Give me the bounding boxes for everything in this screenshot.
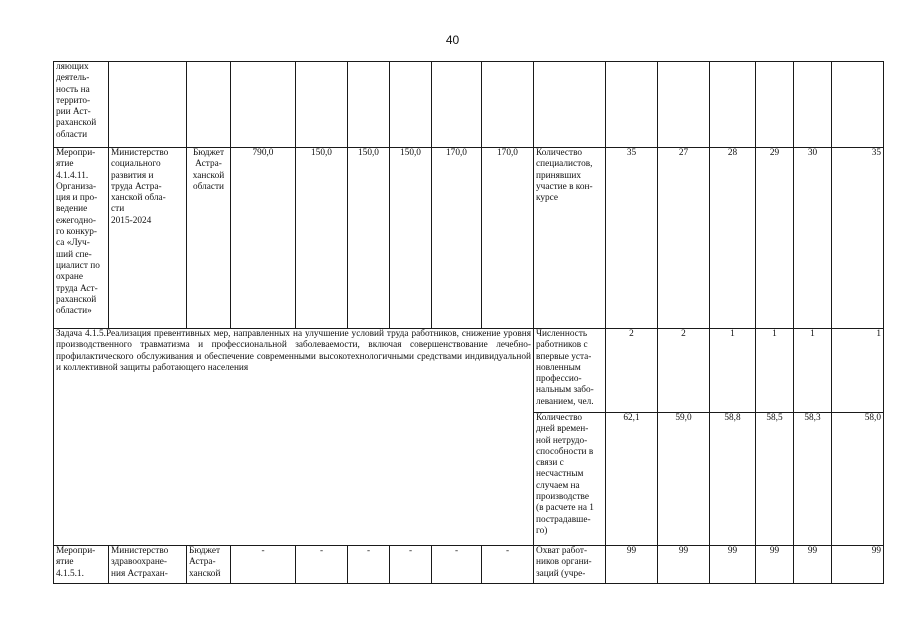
amount-year: 150,0	[296, 148, 348, 329]
indicator-value: 62,1	[606, 413, 658, 546]
event-name-cell: Меропри- ятие 4.1.5.1.	[54, 546, 109, 584]
task-description: Задача 4.1.5.Реализация превентивных мер, направленных на улучшение условий труда работников, снижение уровня производственного травматизма и профессиональной заболеваемости, включая совершенствование лечебно-профилактического обслуживания и обеспечение современными высокотехнологичными средствами индивидуальной и коллективной защиты работающего населения	[54, 329, 534, 546]
indicator-value: 30	[794, 148, 832, 329]
amount-total: 790,0	[231, 148, 296, 329]
indicator-cell: Количество дней времен- ной нетрудо- способности в связи с несчастным случаем на производстве (в расчете на 1 пострадавше- го)	[534, 413, 606, 546]
table-row-event-4-1-5-1	[54, 546, 884, 584]
indicator-cell: Численность работников с впервые уста- новленным профессио- нальным забо- леванием, чел.	[534, 329, 606, 413]
executor-cell: Министерство здравоохране- ния Астрахан-	[109, 546, 187, 584]
indicator-cell	[534, 62, 606, 148]
amount-year: -	[482, 546, 534, 584]
indicator-value: 58,5	[756, 413, 794, 546]
event-name-cell: ляющих деятель- ность на террито- рии Аст- раханской области	[54, 62, 109, 148]
source-cell: Бюджет Астра- ханской	[187, 546, 231, 584]
indicator-value: 35	[606, 148, 658, 329]
indicator-value: 99	[606, 546, 658, 584]
indicator-value: 99	[658, 546, 710, 584]
source-cell	[187, 62, 231, 148]
amount-year: 170,0	[482, 148, 534, 329]
table-row-event-4-1-4-11	[54, 148, 884, 329]
indicator-value: 1	[710, 329, 756, 413]
indicator-value: 58,3	[794, 413, 832, 546]
indicator-value: 99	[832, 546, 884, 584]
indicator-value: 1	[756, 329, 794, 413]
indicator-value: 29	[756, 148, 794, 329]
table-row-task-4-1-5	[54, 329, 884, 413]
amount-total: -	[231, 546, 296, 584]
source-cell: Бюджет Астра- ханской области	[187, 148, 231, 329]
indicator-value: 35	[832, 148, 884, 329]
amount-year: 150,0	[348, 148, 390, 329]
indicator-cell: Охват работ- ников органи- заций (учре-	[534, 546, 606, 584]
amount-year: -	[348, 546, 390, 584]
indicator-value: 2	[658, 329, 710, 413]
indicator-value: 1	[832, 329, 884, 413]
indicator-value: 28	[710, 148, 756, 329]
indicator-value: 27	[658, 148, 710, 329]
table-row-continuation	[54, 62, 884, 148]
amount-year: -	[296, 546, 348, 584]
executor-cell: Министерство социального развития и труда Астра- ханской обла- сти 2015-2024	[109, 148, 187, 329]
program-table	[53, 61, 884, 584]
amount-year: -	[432, 546, 482, 584]
indicator-value: 59,0	[658, 413, 710, 546]
event-name-cell: Меропри- ятие 4.1.4.11. Организа- ция и про- ведение ежегодно- го конкур- са «Луч- ший спе- циалист по охране труда Аст- раханской области»	[54, 148, 109, 329]
indicator-cell: Количество специалистов, принявших участие в кон- курсе	[534, 148, 606, 329]
indicator-value: 99	[710, 546, 756, 584]
indicator-value: 99	[756, 546, 794, 584]
amount-year: -	[390, 546, 432, 584]
amount-year: 170,0	[432, 148, 482, 329]
indicator-value: 2	[606, 329, 658, 413]
indicator-value: 58,0	[832, 413, 884, 546]
amount-year: 150,0	[390, 148, 432, 329]
indicator-value: 1	[794, 329, 832, 413]
indicator-value: 99	[794, 546, 832, 584]
executor-cell	[109, 62, 187, 148]
page-number: 40	[445, 33, 460, 47]
indicator-value: 58,8	[710, 413, 756, 546]
